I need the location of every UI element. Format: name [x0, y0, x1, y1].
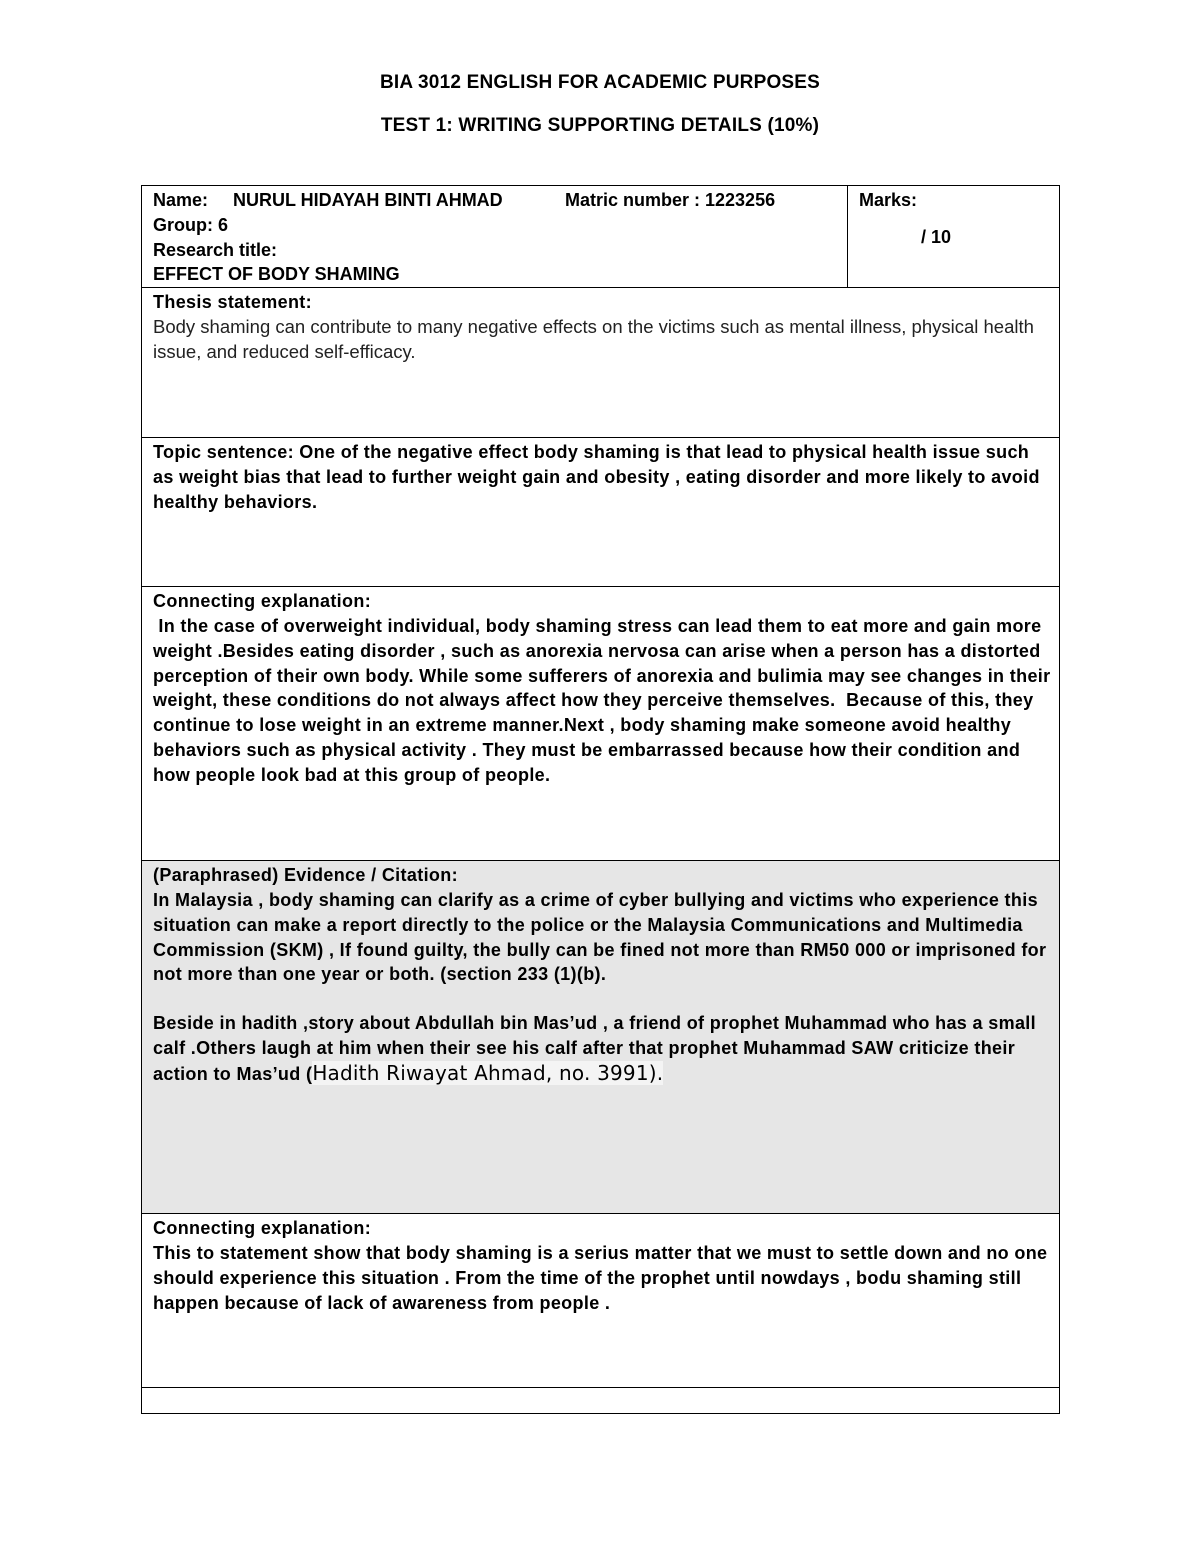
research-title-label: Research title: — [153, 239, 278, 260]
explanation2-row — [142, 1214, 1060, 1388]
explanation1-label: Connecting explanation: — [153, 591, 372, 612]
hadith-citation: Hadith Riwayat Ahmad, no. 3991 — [312, 1060, 649, 1085]
paragraph-gap — [153, 987, 1053, 1011]
document-subtitle: TEST 1: WRITING SUPPORTING DETAILS (10%) — [380, 115, 820, 136]
citation-closing: ). — [648, 1060, 664, 1085]
explanation2-text: This to statement show that body shaming is a serius matter that we must to settle down and no one should experience this situation . From the time of the prophet until nowdays , bodu shaming still happen because of lack of awareness from people . — [153, 1242, 1048, 1313]
explanation1-row — [142, 587, 1060, 861]
matric-number: Matric number : 1223256 — [565, 190, 776, 210]
document-title: BIA 3012 ENGLISH FOR ACADEMIC PURPOSES — [379, 72, 821, 93]
student-info-cell — [142, 186, 848, 288]
empty-row — [142, 1388, 1060, 1414]
evidence-cell — [142, 861, 1060, 1214]
evidence-paragraph-2-text: Beside in hadith ,story about Abdullah bin Mas’ud , a friend of prophet Muhammad who has a small calf .Others laugh at him when their see his calf after that prophet Muhammad SAW criticize their action to Mas’ud ( — [153, 1013, 1037, 1084]
explanation1-text: In the case of overweight individual, body shaming stress can lead them to eat more and gain more weight .Besides eating disorder , such as anorexia nervosa can arise when a person has a distorted perception of their own body. While some sufferers of anorexia and bulimia may see changes in their weight, these conditions do not always affect how they perceive themselves. Because of this, they continue to lose weight in an extreme manner.Next , body shaming make someone avoid healthy behaviors such as physical activity . They must be embarrassed because how their condition and how people look bad at this group of people. — [153, 615, 1056, 785]
research-title: EFFECT OF BODY SHAMING — [153, 264, 400, 285]
thesis-cell — [142, 288, 1060, 438]
topic-row — [142, 438, 1060, 587]
topic-cell — [142, 438, 1060, 587]
marks-cell — [848, 186, 1060, 288]
name-line — [153, 188, 841, 213]
topic-sentence: Topic sentence: One of the negative effect body shaming is that lead to physical health issue such as weight bias that lead to further weight gain and obesity , eating disorder and more likely to avoid healthy behaviors. — [153, 442, 1040, 512]
marks-label: Marks: — [859, 190, 918, 210]
empty-cell — [142, 1388, 1060, 1414]
student-name: NURUL HIDAYAH BINTI AHMAD — [233, 190, 503, 210]
evidence-row — [142, 861, 1060, 1214]
evidence-paragraph-1: In Malaysia , body shaming can clarify as a crime of cyber bullying and victims who experience this situation can make a report directly to the police or the Malaysia Communications and Multimedia Commission (SKM) , If found guilty, the bully can be fined not more than RM50 000 or imprisoned for not more than one year or both. (section 233 (1)(b). — [153, 889, 1047, 985]
thesis-text: Body shaming can contribute to many negative effects on the victims such as mental illness, physical health issue, and reduced self-efficacy. — [153, 315, 1034, 362]
explanation2-label: Connecting explanation: — [153, 1218, 372, 1239]
info-row — [142, 186, 1060, 288]
explanation1-cell — [142, 587, 1060, 861]
thesis-label: Thesis statement: — [153, 292, 312, 313]
thesis-row — [142, 288, 1060, 438]
worksheet-table — [141, 185, 1060, 1414]
name-label: Name: — [153, 190, 209, 210]
explanation2-cell — [142, 1214, 1060, 1388]
group-line: Group: 6 — [153, 214, 228, 235]
evidence-paragraph-2 — [153, 1011, 1053, 1086]
evidence-label: (Paraphrased) Evidence / Citation: — [153, 865, 458, 886]
marks-value: / 10 — [921, 226, 952, 247]
